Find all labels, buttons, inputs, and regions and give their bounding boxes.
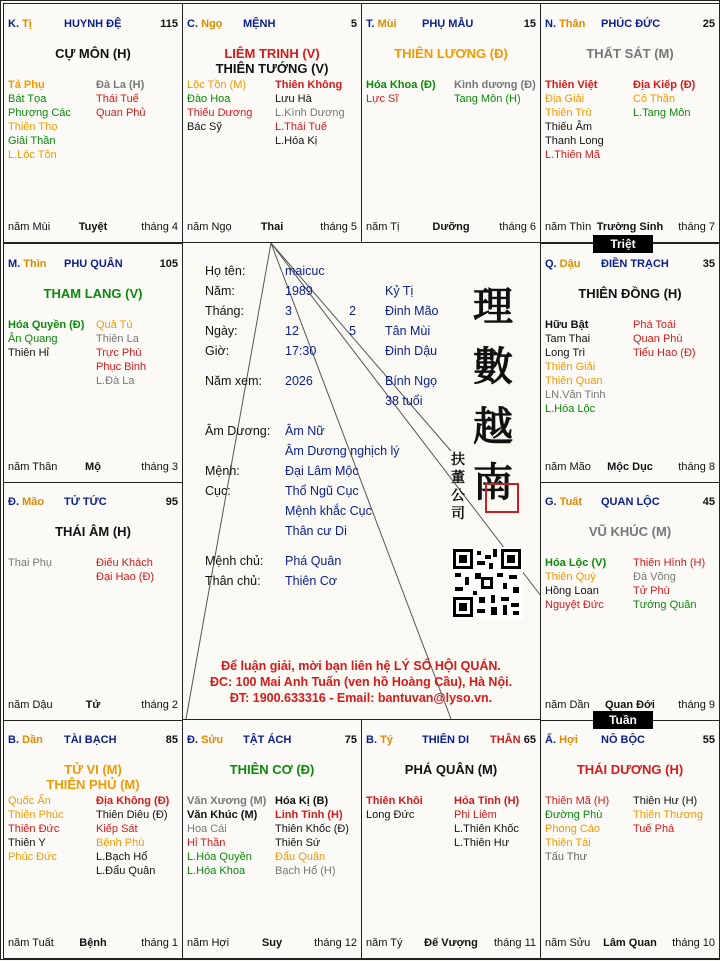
life-stage: Tuyệt: [78, 221, 108, 233]
minor-star: Thiên La: [96, 333, 139, 345]
minor-star: Long Đức: [366, 809, 415, 821]
minor-star: Phi Liêm: [454, 809, 497, 821]
palace-number: 5: [350, 18, 357, 30]
calligraphy-small-char: 扶: [451, 452, 465, 468]
minor-star: Thiên Khốc (Đ): [275, 823, 349, 835]
name-label: Họ tên:: [205, 264, 246, 278]
year-label: năm Hợi: [187, 937, 230, 949]
year-label: năm Ngọ: [187, 221, 232, 233]
month-label: tháng 5: [320, 221, 357, 233]
minor-star: Điếu Khách: [96, 557, 153, 569]
minor-star: Phục Binh: [96, 361, 147, 373]
than-chu-value: Thiên Cơ: [285, 574, 337, 588]
minor-star: Đường Phù: [545, 809, 603, 821]
minor-star: L.Bạch Hổ: [96, 851, 148, 863]
minor-star: Tướng Quân: [633, 599, 697, 611]
branch-prefix: Ấ.: [545, 734, 560, 746]
minor-star: L.Tang Môn: [633, 107, 691, 119]
minor-star: Thiên Thương: [633, 809, 704, 821]
year-label: năm Tuất: [8, 937, 54, 949]
minor-star: Thiên Diêu (Đ): [96, 809, 168, 821]
month-label: tháng 3: [141, 461, 178, 473]
life-stage: Bệnh: [79, 937, 107, 949]
minor-star: Đà Võng: [633, 571, 676, 583]
main-star: THÁI DƯƠNG (H): [576, 762, 684, 777]
palace-name: MỆNH: [243, 18, 276, 30]
main-star: THIÊN TƯỚNG (V): [215, 61, 329, 76]
life-stage: Lâm Quan: [603, 937, 657, 949]
branch-name: Dần: [22, 734, 43, 746]
branch-name: Mùi: [377, 18, 397, 30]
minor-star: Lộc Tồn (M): [187, 79, 247, 91]
life-stage: Mộ: [85, 461, 101, 473]
view-year-label: Năm xem:: [205, 374, 262, 388]
branch-prefix: Q.: [545, 258, 560, 270]
month-label: Tháng:: [205, 304, 244, 318]
month-label: tháng 1: [141, 937, 178, 949]
minor-star: Tả Phụ: [8, 79, 45, 91]
minor-star: Thiếu Dương: [187, 107, 253, 119]
minor-star: L.Hóa Quyền: [187, 851, 252, 863]
minor-star: Nguyệt Đức: [545, 599, 604, 611]
minor-star: Thiên Mã (H): [545, 795, 610, 807]
minor-star: L.Thiên Hư: [454, 837, 510, 849]
minor-star: Văn Khúc (M): [187, 809, 258, 821]
branch-prefix: M.: [8, 258, 24, 270]
palace-name: THIÊN DI: [422, 734, 470, 746]
palace-number: 95: [165, 496, 178, 508]
month-label: tháng 4: [141, 221, 178, 233]
branch-prefix: B.: [366, 734, 381, 746]
cuc-label: Cục:: [205, 484, 231, 498]
minor-star: Hoa Cái: [187, 823, 227, 835]
minor-star: Lưu Hà: [275, 93, 312, 105]
minor-star: Trực Phù: [96, 347, 142, 359]
minor-star: Đẩu Quân: [275, 851, 326, 863]
minor-star: Quốc Ấn: [8, 795, 51, 807]
minor-star: Tang Môn (H): [454, 93, 521, 105]
menh-label: Mệnh:: [205, 464, 240, 478]
branch-prefix: N.: [545, 18, 560, 30]
day-value: 12: [285, 324, 299, 338]
branch-prefix: G.: [545, 496, 560, 508]
main-star: THAM LANG (V): [43, 286, 143, 301]
palace-number: 55: [702, 734, 715, 746]
triet-tag: Triệt: [593, 235, 653, 253]
branch-name: Ngọ: [201, 18, 223, 30]
year-label: năm Thân: [8, 461, 58, 473]
minor-star: Hữu Bật: [545, 319, 589, 331]
palace-name: TỬ TỨC: [64, 496, 107, 508]
minor-star: Bát Tọa: [8, 93, 47, 105]
minor-star: Địa Kiếp (Đ): [633, 79, 696, 91]
year-label: năm Dậu: [8, 699, 53, 711]
minor-star: Thiên Quan: [545, 375, 603, 387]
minor-star: Tiểu Hao (Đ): [633, 347, 696, 359]
minor-star: Thiên Thọ: [8, 121, 58, 133]
palace-name: PHÚC ĐỨC: [601, 18, 661, 30]
contact-phone-email: ĐT: 1900.633316 - Email: bantuvan@lyso.vn.: [229, 691, 493, 705]
minor-star: Thiên Quý: [545, 571, 596, 583]
palace-number: 75: [344, 734, 357, 746]
minor-star: Thiên Giải: [545, 361, 596, 373]
month-label: tháng 8: [678, 461, 715, 473]
minor-star: Kình dương (Đ): [454, 79, 536, 91]
minor-star: Hồng Loan: [545, 585, 599, 597]
calligraphy-char: 數: [473, 343, 513, 390]
life-stage: Trường Sinh: [596, 221, 664, 233]
minor-star: Thiên Hỉ: [8, 347, 49, 359]
palace-name: PHỤ MẪU: [422, 18, 474, 30]
minor-star: Phúc Đức: [8, 851, 57, 863]
than-marker: THÂN: [490, 734, 521, 746]
branch-prefix: C.: [187, 18, 202, 30]
calligraphy-char: 理: [473, 283, 513, 330]
minor-star: Bác Sỹ: [187, 121, 222, 133]
branch-prefix: Đ.: [8, 496, 23, 508]
hour-label: Giờ:: [205, 344, 230, 358]
minor-star: Lực Sĩ: [366, 93, 399, 105]
contact-address: ĐC: 100 Mai Anh Tuấn (ven hồ Hoàng Cầu), Hà Nội.: [209, 675, 513, 689]
minor-star: Thiên Trù: [545, 107, 592, 119]
month-label: tháng 6: [499, 221, 536, 233]
minor-star: Hóa Kị (B): [275, 795, 329, 807]
minor-star: Địa Không (Đ): [96, 795, 170, 807]
palace-name: HUYNH ĐỆ: [64, 18, 122, 30]
palace-name: TẬT ÁCH: [243, 734, 292, 746]
year-label: năm Sửu: [545, 937, 591, 949]
minor-star: L.Thái Tuế: [275, 121, 327, 133]
minor-star: Đại Hao (Đ): [96, 571, 155, 583]
palace-name: TÀI BẠCH: [64, 734, 117, 746]
year-label: năm Mão: [545, 461, 591, 473]
minor-star: Thiên Sứ: [275, 837, 321, 849]
minor-star: Hỏa Tinh (H): [454, 795, 520, 807]
calligraphy-small-char: 董: [451, 470, 465, 486]
palace-name: NÔ BỘC: [601, 734, 645, 746]
minor-star: Hóa Khoa (Đ): [366, 79, 436, 91]
main-star: VŨ KHÚC (M): [588, 524, 672, 539]
month-lunar: 2: [349, 304, 356, 318]
minor-star: Bệnh Phù: [96, 837, 145, 849]
branch-name: Dậu: [559, 258, 581, 270]
minor-star: Long Trì: [545, 347, 586, 359]
minor-star: Thiên Hình (H): [633, 557, 706, 569]
minor-star: L.Hóa Kị: [275, 135, 318, 147]
calligraphy-small-char: 司: [451, 506, 465, 522]
month-label: tháng 11: [493, 937, 536, 949]
minor-star: Thái Tuế: [96, 93, 139, 105]
minor-star: Giải Thần: [8, 135, 56, 147]
calligraphy-char: 南: [473, 459, 513, 506]
main-star: LIÊM TRINH (V): [224, 46, 320, 61]
hour-can: Đinh Dậu: [385, 344, 438, 358]
minor-star: Thanh Long: [545, 135, 604, 147]
year-label: Năm:: [205, 284, 235, 298]
minor-star: Tử Phù: [633, 585, 670, 597]
life-stage: Suy: [261, 937, 283, 949]
minor-star: Quan Phù: [633, 333, 683, 345]
branch-prefix: K.: [8, 18, 23, 30]
minor-star: Thai Phụ: [8, 557, 53, 569]
main-star: THIÊN ĐỒNG (H): [578, 286, 682, 301]
minor-star: Thiên Phúc: [8, 809, 64, 821]
minor-star: Bạch Hổ (H): [275, 865, 336, 877]
minor-star: Hóa Quyền (Đ): [8, 319, 85, 331]
minor-star: Thiếu Âm: [545, 121, 593, 133]
day-lunar: 5: [349, 324, 356, 338]
minor-star: L.Hóa Lộc: [545, 403, 596, 415]
than-cu-note: Thân cư Di: [285, 524, 347, 538]
menh-chu-value: Phá Quân: [285, 554, 342, 568]
minor-star: Thiên Đức: [8, 823, 60, 835]
minor-star: Thiên Y: [8, 837, 46, 849]
palace-name: PHU QUÂN: [64, 258, 123, 270]
minor-star: L.Đẩu Quân: [96, 865, 156, 877]
branch-prefix: T.: [366, 18, 378, 30]
minor-star: Văn Xương (M): [187, 795, 267, 807]
view-year-can: Bính Ngọ: [385, 374, 438, 388]
center-panel: [183, 243, 539, 719]
life-stage: Mộc Dục: [607, 461, 653, 473]
main-star: THIÊN PHỦ (M): [46, 777, 140, 792]
minor-star: Thiên Không: [275, 79, 343, 91]
palace-number: 65: [523, 734, 536, 746]
amduong-label: Âm Dương:: [205, 424, 271, 438]
palace-number: 35: [702, 258, 715, 270]
branch-name: Hợi: [559, 734, 578, 746]
year-label: năm Mùi: [8, 221, 51, 233]
minor-star: Thiên Việt: [545, 79, 598, 91]
minor-star: Tuế Phá: [633, 823, 675, 835]
life-stage: Đế Vượng: [424, 937, 478, 949]
minor-star: Thiên Khôi: [366, 795, 423, 807]
minor-star: Địa Giải: [545, 93, 585, 105]
minor-star: LN.Văn Tinh: [545, 389, 606, 401]
main-star: THIÊN LƯƠNG (Đ): [394, 46, 508, 61]
contact-line-1: Để luận giải, mời bạn liên hệ LÝ SỐ HỘI QUÁN.: [221, 659, 501, 673]
minor-star: Hóa Lộc (V): [545, 557, 607, 569]
branch-name: Mão: [22, 496, 45, 508]
minor-star: Kiếp Sát: [96, 823, 138, 835]
tuan-tag: Tuần: [593, 711, 653, 729]
main-star: THIÊN CƠ (Đ): [229, 762, 315, 777]
main-star: PHÁ QUÂN (M): [404, 762, 498, 777]
month-can: Đinh Mão: [385, 304, 439, 318]
amduong-note: Âm Dương nghịch lý: [285, 444, 400, 458]
palace-number: 15: [523, 18, 536, 30]
branch-name: Thìn: [23, 258, 47, 270]
year-value: 1989: [285, 284, 313, 298]
amduong-value: Âm Nữ: [285, 424, 325, 438]
minor-star: Thiên Hư (H): [633, 795, 698, 807]
minor-star: Linh Tinh (H): [275, 809, 343, 821]
day-label: Ngày:: [205, 324, 238, 338]
menh-chu-label: Mệnh chủ:: [205, 554, 264, 568]
year-label: năm Tị: [366, 221, 400, 233]
minor-star: Đào Hoa: [187, 93, 231, 105]
branch-name: Tị: [22, 18, 32, 30]
year-label: năm Dần: [545, 699, 590, 711]
day-can: Tân Mùi: [385, 324, 431, 338]
minor-star: L.Thiên Khốc: [454, 823, 519, 835]
month-label: tháng 9: [678, 699, 715, 711]
minor-star: Phong Cáo: [545, 823, 601, 835]
main-star: CỰ MÔN (H): [55, 46, 131, 61]
minor-star: L.Kình Dương: [275, 107, 345, 119]
cuc-value: Thổ Ngũ Cục: [285, 484, 359, 498]
minor-star: Cô Thần: [633, 93, 675, 105]
minor-star: Ân Quang: [8, 333, 58, 345]
minor-star: Tấu Thư: [545, 851, 588, 863]
minor-star: Thiên Tài: [545, 837, 591, 849]
life-stage: Dưỡng: [432, 221, 470, 233]
minor-star: Phượng Các: [8, 107, 71, 119]
minor-star: Hỉ Thần: [187, 837, 226, 849]
palace-name: QUAN LỘC: [601, 496, 660, 508]
calligraphy-small-char: 公: [451, 488, 465, 504]
cuc-note: Mệnh khắc Cục: [285, 504, 372, 518]
main-star: THẤT SÁT (M): [586, 46, 674, 61]
branch-name: Sửu: [201, 734, 224, 746]
year-can: Kỷ Tị: [385, 284, 414, 298]
branch-name: Tuất: [559, 496, 583, 508]
minor-star: L.Thiên Mã: [545, 149, 601, 161]
month-label: tháng 7: [678, 221, 715, 233]
main-star: THÁI ÂM (H): [55, 524, 131, 539]
month-label: tháng 10: [672, 937, 715, 949]
branch-name: Thân: [559, 18, 586, 30]
month-label: tháng 12: [314, 937, 357, 949]
month-label: tháng 2: [141, 699, 178, 711]
main-star: TỬ VI (M): [64, 762, 122, 777]
minor-star: Phá Toái: [633, 319, 676, 331]
view-year-value: 2026: [285, 374, 313, 388]
age-value: 38 tuổi: [385, 394, 423, 408]
minor-star: Quả Tú: [96, 319, 133, 331]
life-stage: Tử: [85, 699, 101, 711]
minor-star: Tam Thai: [545, 333, 591, 345]
palace-number: 85: [165, 734, 178, 746]
palace-number: 105: [159, 258, 178, 270]
minor-star: L.Hóa Khoa: [187, 865, 246, 877]
qr-code-image: [451, 547, 523, 619]
branch-prefix: B.: [8, 734, 23, 746]
hour-value: 17:30: [285, 344, 317, 358]
year-label: năm Tý: [366, 937, 403, 949]
palace-name: ĐIỀN TRẠCH: [601, 258, 669, 270]
minor-star: L.Đà La: [96, 375, 135, 387]
branch-name: Tý: [380, 734, 393, 746]
name-value: maicuc: [285, 264, 325, 278]
palace-number: 45: [702, 496, 715, 508]
than-chu-label: Thân chủ:: [205, 574, 261, 588]
life-stage: Quan Đới: [605, 699, 655, 711]
minor-star: Đà La (H): [96, 79, 145, 91]
palace-number: 115: [160, 18, 178, 30]
minor-star: Quan Phủ: [96, 107, 146, 119]
red-seal-stamp: [485, 483, 519, 513]
branch-prefix: Đ.: [187, 734, 202, 746]
month-value: 3: [285, 304, 292, 318]
calligraphy-char: 越: [473, 403, 513, 450]
menh-value: Đại Lâm Mộc: [285, 464, 359, 478]
year-label: năm Thìn: [545, 221, 592, 233]
palace-number: 25: [702, 18, 715, 30]
minor-star: L.Lộc Tồn: [8, 149, 57, 161]
life-stage: Thai: [260, 221, 284, 233]
